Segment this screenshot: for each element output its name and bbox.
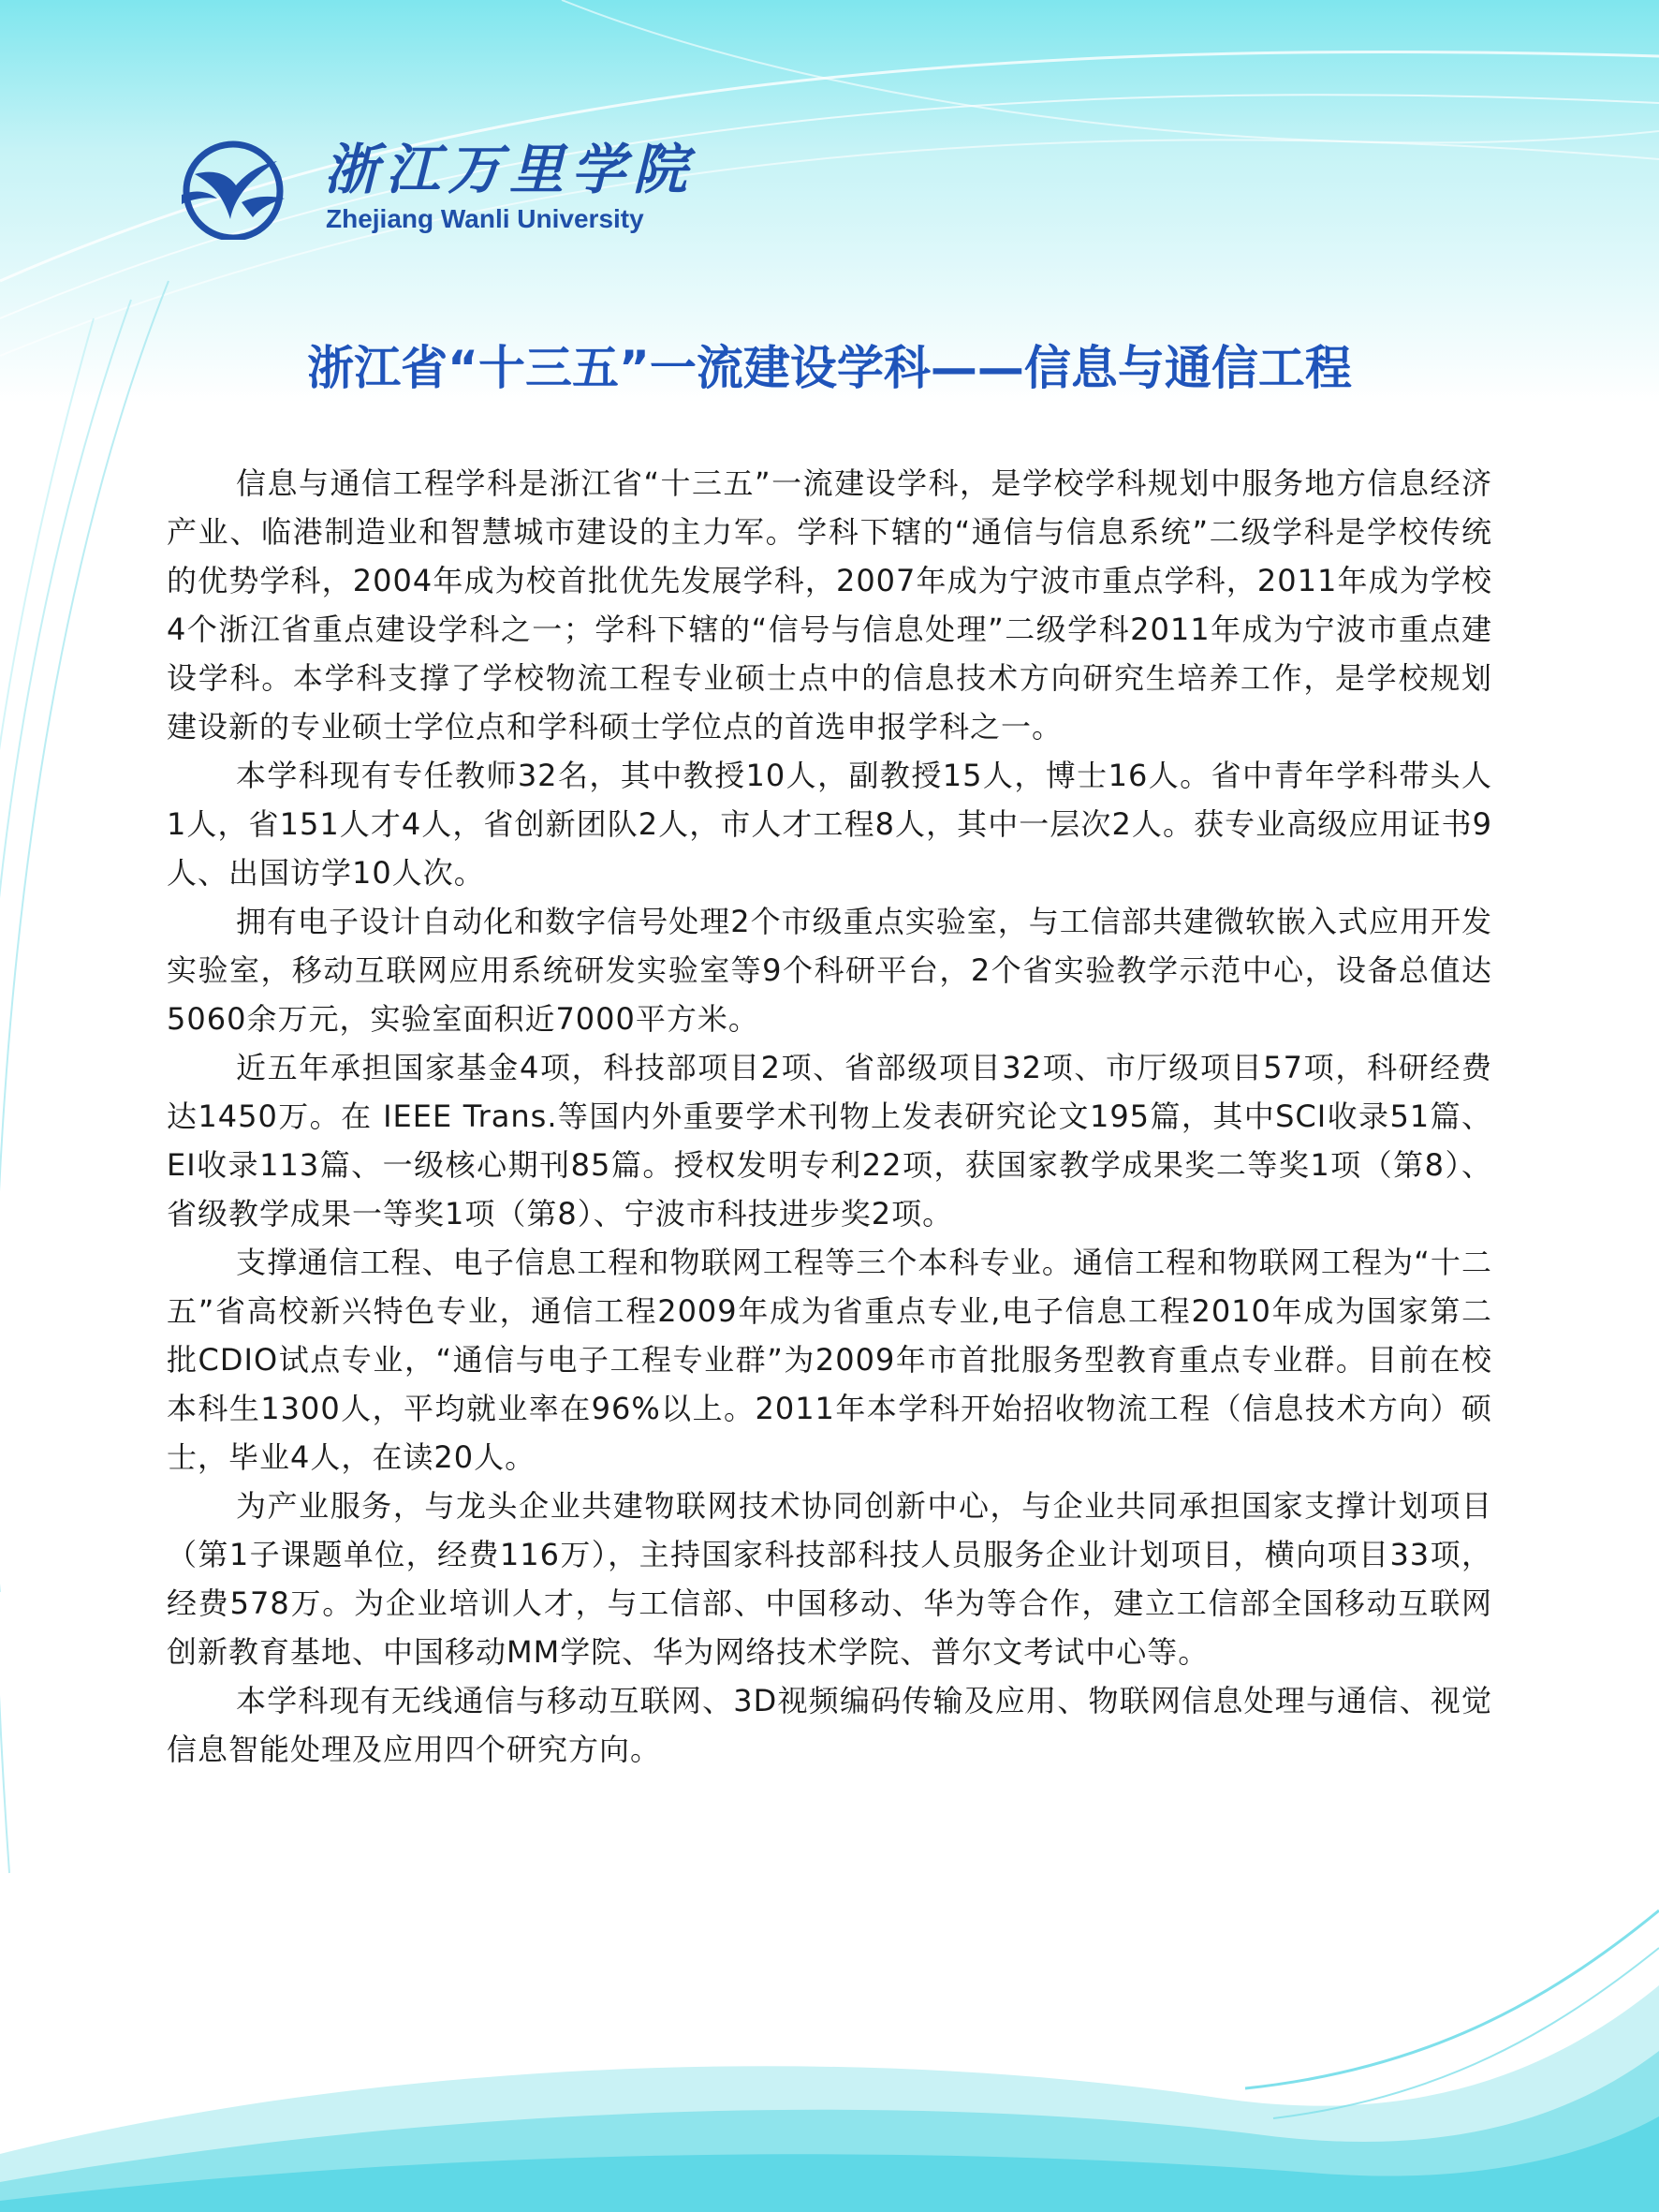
- paragraph-laboratories: 拥有电子设计自动化和数字信号处理2个市级重点实验室，与工信部共建微软嵌入式应用开发实验室，移动互联网应用系统研发实验室等9个科研平台，2个省实验教学示范中心，设备总值达5060余万元，实验室面积近7000平方米。: [167, 904, 1492, 1037]
- paragraph-overview: 信息与通信工程学科是浙江省“十三五”一流建设学科，是学校学科规划中服务地方信息经济产业、临港制造业和智慧城市建设的主力军。学科下辖的“通信与信息系统”二级学科是学校传统的优势学科，2004年成为校首批优先发展学科，2007年成为宁波市重点学科，2011年成为学校4个浙江省重点建设学科之一；学科下辖的“信号与信息处理”二级学科2011年成为宁波市重点建设学科。本学科支撑了学校物流工程专业硕士点中的信息技术方向研究生培养工作，是学校规划建设新的专业硕士学位点和学科硕士学位点的首选申报学科之一。: [167, 465, 1492, 745]
- paragraph-faculty: 本学科现有专任教师32名，其中教授10人，副教授15人，博士16人。省中青年学科带头人1人，省151人才4人，省创新团队2人，市人才工程8人，其中一层次2人。获专业高级应用证书9人、出国访学10人次。: [167, 758, 1492, 891]
- paragraph-industry-service: 为产业服务，与龙头企业共建物联网技术协同创新中心，与企业共同承担国家支撑计划项目（第1子课题单位，经费116万），主持国家科技部科技人员服务企业计划项目，横向项目33项，经费578万。为企业培训人才，与工信部、中国移动、华为等合作，建立工信部全国移动互联网创新教育基地、中国移动MM学院、华为网络技术学院、普尔文考试中心等。: [167, 1488, 1492, 1670]
- university-name-chinese: 浙江万里学院: [324, 138, 696, 201]
- wanli-university-logo-icon: [174, 137, 292, 240]
- university-name-english: Zhejiang Wanli University: [326, 204, 644, 233]
- poster-title: 浙江省“十三五”一流建设学科——信息与通信工程: [307, 341, 1352, 395]
- paragraph-research-directions: 本学科现有无线通信与移动互联网、3D视频编码传输及应用、物联网信息处理与通信、视觉信息智能处理及应用四个研究方向。: [167, 1683, 1492, 1767]
- paragraph-undergraduate-programs: 支撑通信工程、电子信息工程和物联网工程等三个本科专业。通信工程和物联网工程为“十二五”省高校新兴特色专业，通信工程2009年成为省重点专业,电子信息工程2010年成为国家第二批CDIO试点专业，“通信与电子工程专业群”为2009年市首批服务型教育重点专业群。目前在校本科生1300人，平均就业率在96%以上。2011年本学科开始招收物流工程（信息技术方向）硕士，毕业4人，在读20人。: [167, 1245, 1492, 1475]
- paragraph-research-output: 近五年承担国家基金4项，科技部项目2项、省部级项目32项、市厅级项目57项，科研经费达1450万。在 IEEE Trans.等国内外重要学术刊物上发表研究论文195篇，其中SCI收录51篇、EI收录113篇、一级核心期刊85篇。授权发明专利22项，获国家教学成果奖二等奖1项（第8）、省级教学成果一等奖1项（第8）、宁波市科技进步奖2项。: [167, 1050, 1492, 1231]
- university-logo: [174, 137, 698, 240]
- body-text: [167, 459, 1492, 1774]
